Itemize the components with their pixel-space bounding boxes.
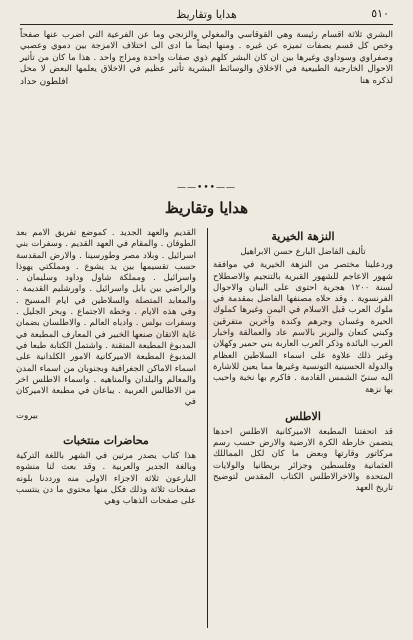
intro-paragraph: البشري ثلاثة اقسام رئيسة وهي القوقاسي والمغولي والزنجي وما عن الفرعية التي اضرب عنها صفحاً وخص كل قسم بصفات تميزه عن غيره . ومنها ايضاً ما ادى الى اختلاف الامزجة بين دموي وعصبي وصفراوي وسوداوي وغيرها بين ان كان البشر كلهم ذوي صفات واحدة ومزاج واحد . هذا ما كان من تأثير الاحوال الخارجية الطبيعية في الاخلاق والوسائط البشرية تأثير عظيم في الاخلاق يعلمها البعض لا محل لذكره هنا <box>20 30 393 86</box>
article-subtitle-nuzha: تأليف الفاضل البارع حسن الابراهيل <box>240 247 366 257</box>
article-gap <box>213 398 393 408</box>
page-number: ٥١٠ <box>371 7 389 20</box>
article-body-atlas-continued: القديم والعهد الجديد . كموضع تفريق الامم بعد الطوفان . والمقام في العهد القديم . وسفرات بني اسرائيل . وبلاد مصر وطورسينا . والارض المقدسة حسب تقسيمها بين يد يشوع . ومملكتي يهوذا واسرائيل . ومملكة شاول وداود وسليمان . والراضي بين بابل واسرائيل . واورشليم القديمة . والمعابد المتصلة والسلاطين في ايام المسيح . وفي هذه الايام . وخطة الاجتماع . وبحر الجليل . وسفرات بولس . وادباه العالم . والاطلسان بضمان غاية الاتقان صنعها الخبير في المعارف المطبعة في المدبوغ المطبعة المتقنة . واشتمل الكتابة طبعا في المدبوغ المطبعة الاميركانية الامور الكلدانية على اسماء الاماكن الجغرافية وبجنوبان من اسماء المدن والمعالم والبلدان والمناهيه . واسماء الاطلس اخر من الاطالس العربية . يباعان في مطبعة الاميركان في <box>16 228 196 408</box>
author-signature: افلطون حداد <box>20 76 69 87</box>
section-ornament: ——•••—— <box>177 183 236 193</box>
article-title-lectures: محاضرات منتخبات <box>63 434 149 448</box>
running-head: هدايا وتقاريظ <box>176 8 237 21</box>
right-column <box>213 228 393 633</box>
article-title-atlas: الاطلس <box>285 409 321 423</box>
column-divider <box>207 228 208 628</box>
header-rule <box>20 24 393 25</box>
intro-paragraph-block <box>20 30 393 87</box>
publication-place: بيروت <box>16 410 38 421</box>
section-title: هدايا وتقاريظ <box>164 199 249 217</box>
article-gap <box>16 422 196 432</box>
article-body-nuzha: وردعلينا مختصر من النزهة الخيرية في موافقة شهور الاعاجم للشهور القبرية بالتنجيم والاصطلاح لسنة ١٢٠٠ هجرية احتوى على البيان والاحوال الفرنسوية . وقد حلاه مصنفها الفاضل بمقدمة في ملوك العرب قبل الاسلام في اليمن وغيرها كملوك الحيرة وغسان وجرهم وكندة وآخرين متفرقين وكبني كنعان والبربر بالاسم عاد والعمالقة واخبار العرب البائدة وذكر العرب العاربة بني حمير وكهلان وغير ذلك علاوة على اسماء السلاطين العظام والدولة الحسينية التونسية وغيرها مما يعين للاشارة اليه سنيّ الشمس القادمة . فاكرم بها نخبة واحبب بها نزهة <box>213 260 393 395</box>
article-body-atlas: قد اتحفتنا المطبعة الاميركانية الاطلس احدها يتضمن خارطة الكرة الارضية والارض حسب رسم مركاتور وقارتها وبعض ما كان لكل المماللك العثمانية وفلسطين وجزائر بريطانيا والولايات المتحدة والاخرالاطلس الكتاب المقدس لتوضيح تاريخ العهد <box>213 426 393 494</box>
article-title-nuzha: النزهة الخيرية <box>271 230 335 243</box>
article-body-lectures: هذا كتاب يصدر مرتين في الشهر باللغة التركية وبالغة الجدير والعربية . وقد بعث لنا منشوه البارعون ثلاثة الاجزاء الاولى منه ورددنا بلونه صفحات ثلاثة وذلك فكل منها محتوي ما دن ينتسب على صفحات الذهاب وهي <box>16 451 196 507</box>
left-column <box>16 228 196 633</box>
